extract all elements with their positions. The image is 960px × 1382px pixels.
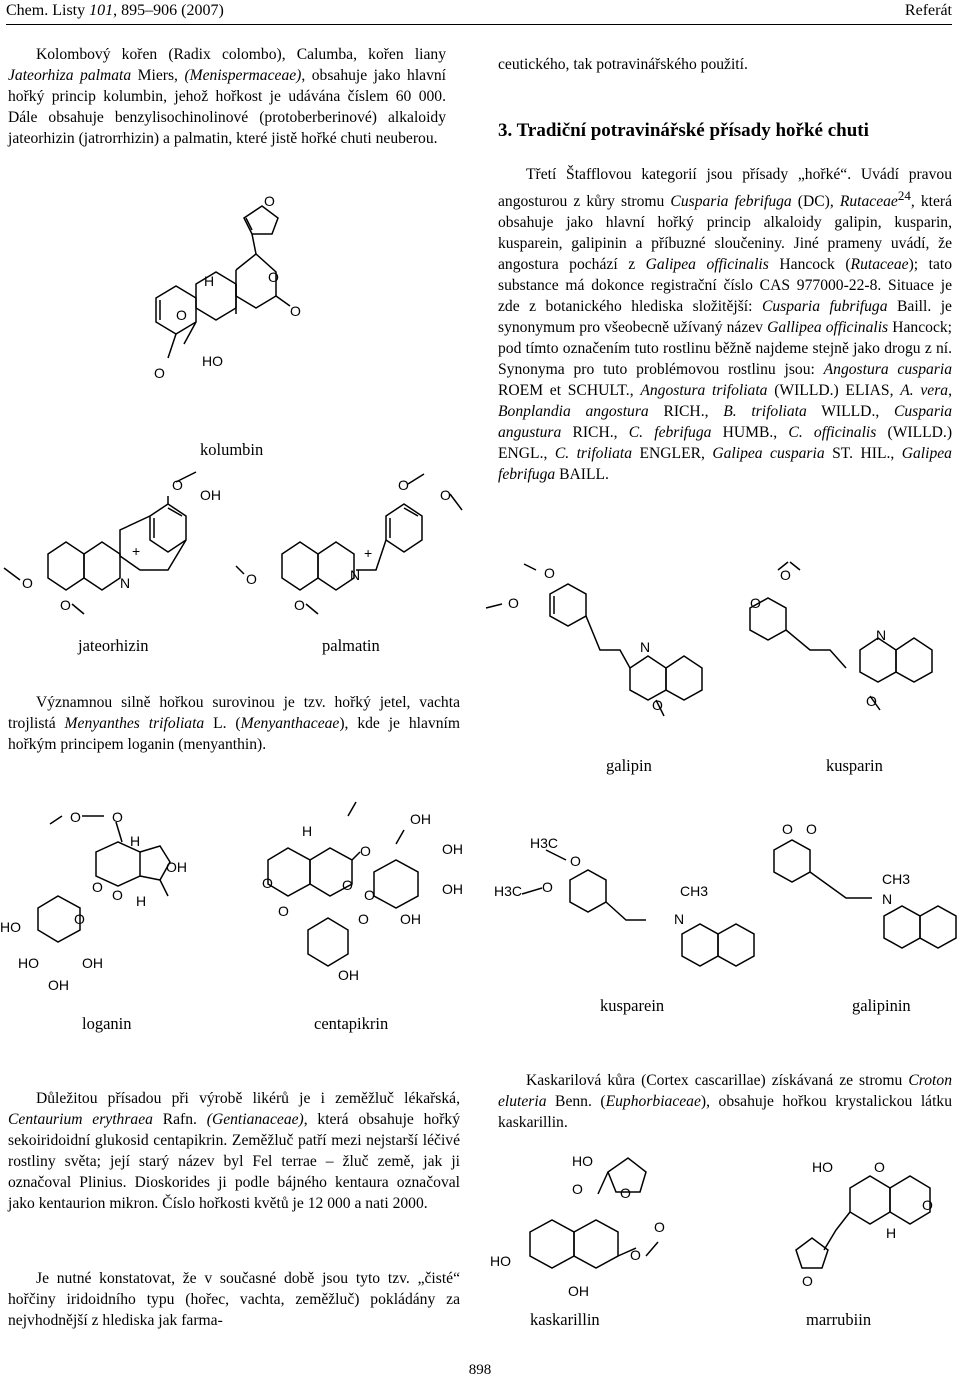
label-kusparin: kusparin xyxy=(826,756,883,775)
svg-text:OH: OH xyxy=(200,487,221,503)
svg-text:CH3: CH3 xyxy=(680,883,709,899)
svg-text:O: O xyxy=(802,1273,813,1289)
journal-citation: Chem. Listy 101, 895–906 (2007) xyxy=(6,2,224,19)
svg-text:H: H xyxy=(302,823,313,839)
svg-text:OH: OH xyxy=(442,881,463,897)
svg-text:O: O xyxy=(398,477,409,493)
page-number: 898 xyxy=(468,1362,492,1378)
label-marrubiin: marrubiin xyxy=(806,1310,872,1329)
jateorhizin-structure xyxy=(0,470,221,620)
svg-text:O: O xyxy=(508,595,519,611)
angostura-paragraph: Třetí Štafflovou kategorií jsou přísady „hořké“. Uvádí pravou angosturou z kůry stromu Cusparia febrifuga (DC), Rutaceae$^{24}$, která obsahuje jako hlavní hořký princip alkaloidy galipin, kusparin, kusparein, galipinin a příbuzné sloučeniny. Jiné prameny uvádí, že angostura pochází z Galipea officinalis Hancock (Rutaceae); tato substance má dokonce registrační číslo CAS 977000-22-8. Situace je zde z botanického hlediska složitější: Cusparia fubrifuga Baill. je synonymum pro všeobecně užívaný název Gallipea officinalis Hancock; pod tímto označením tuto rostlinu běžně najdeme stejně jako drogu z ní. Synonyma pro tuto problémovou rostlinu jsou: Angostura cusparia ROEM et SCHULT., Angostura trifoliata (WILLD.) ELIAS, A. vera, Bonplandia angostura RICH., B. trifoliata WILLD., Cusparia angustura RICH., C. febrifuga HUMB., C. officinalis (WILLD.) ENGL., C. trifoliata ENGLER, Galipea cusparia ST. HIL., Galipea febrifuga BAILL. xyxy=(498,166,953,484)
label-galipinin: galipinin xyxy=(852,996,911,1015)
loganin-structure xyxy=(0,800,210,1000)
svg-text:O: O xyxy=(570,853,581,869)
svg-text:H: H xyxy=(130,833,141,849)
svg-text:O: O xyxy=(70,809,81,825)
svg-text:O: O xyxy=(294,597,305,613)
svg-text:O: O xyxy=(268,269,279,285)
marrubiin-structure xyxy=(750,1150,960,1300)
label-jateorhizin: jateorhizin xyxy=(78,636,149,655)
svg-text:HO: HO xyxy=(0,919,21,935)
svg-text:O: O xyxy=(652,697,663,713)
svg-text:O: O xyxy=(112,809,123,825)
svg-text:N: N xyxy=(350,567,361,583)
svg-text:HO: HO xyxy=(812,1159,833,1175)
svg-text:HO: HO xyxy=(202,353,223,369)
galipin-kusparin-structures xyxy=(480,560,960,720)
svg-text:O: O xyxy=(112,887,123,903)
label-kaskarillin: kaskarillin xyxy=(530,1310,600,1329)
svg-text:N: N xyxy=(882,891,893,907)
svg-text:O: O xyxy=(360,843,371,859)
label-palmatin: palmatin xyxy=(322,636,380,655)
palmatin-structure xyxy=(236,470,466,620)
header-rule xyxy=(6,24,952,25)
svg-text:O: O xyxy=(22,575,33,591)
svg-text:O: O xyxy=(782,821,793,837)
label-kolumbin: kolumbin xyxy=(200,440,264,459)
svg-text:O: O xyxy=(358,911,369,927)
svg-text:O: O xyxy=(172,477,183,493)
kusparein-galipinin-structures xyxy=(486,820,960,990)
kolumbin-structure xyxy=(140,188,320,418)
article-type: Referát xyxy=(904,2,952,19)
svg-text:O: O xyxy=(154,365,165,381)
svg-text:O: O xyxy=(290,303,301,319)
svg-text:OH: OH xyxy=(568,1283,589,1299)
svg-text:O: O xyxy=(874,1159,885,1175)
svg-text:O: O xyxy=(278,903,289,919)
svg-text:CH3: CH3 xyxy=(882,871,911,887)
svg-text:HO: HO xyxy=(18,955,39,971)
svg-text:OH: OH xyxy=(82,955,103,971)
svg-text:N: N xyxy=(674,911,685,927)
svg-text:HO: HO xyxy=(490,1253,511,1269)
centaurium-paragraph-2: Je nutné konstatovat, že v současné době jsou tyto tzv. „čisté“ hořčiny iridoidního typu (hořec, vachta, zeměžluč) pokládány za nejvhodnější z hlediska jak farma- xyxy=(8,1270,460,1329)
svg-text:O: O xyxy=(572,1181,583,1197)
svg-text:O: O xyxy=(922,1197,933,1213)
svg-text:O: O xyxy=(806,821,817,837)
kaskarilla-paragraph: Kaskarilová kůra (Cortex cascarillae) získávaná ze stromu Croton eluteria Benn. (Euphorbiaceae), obsahuje hořkou krystalickou látku kaskarillin. xyxy=(498,1072,953,1131)
svg-text:O: O xyxy=(176,307,187,323)
svg-text:OH: OH xyxy=(410,811,431,827)
svg-text:O: O xyxy=(342,877,353,893)
svg-text:O: O xyxy=(440,487,451,503)
svg-text:H: H xyxy=(204,273,215,289)
svg-text:O: O xyxy=(60,597,71,613)
svg-text:N: N xyxy=(120,575,131,591)
svg-text:H3C: H3C xyxy=(530,835,559,851)
continuation-text: ceutického, tak potravinářského použití. xyxy=(498,56,748,73)
kaskarillin-structure xyxy=(490,1150,700,1300)
centaurium-paragraph-1: Důležitou přísadou při výrobě likérů je i zeměžluč lékařská, Centaurium erythraea Rafn. (Gentianaceae), která obsahuje hořký sekoiridoidní glukosid centapikrin. Zeměžluč patří mezi nejstarší léčivé rostliny světa; její starý název byl Fel terrae – žluč země, jak ji označoval Plinius. Dioskorides ji podle bájného kentaura označoval jako kentaurion mikron. Číslo hořkosti květů je 12 000 a nati 2000. xyxy=(8,1090,460,1212)
svg-text:OH: OH xyxy=(442,841,463,857)
centapikrin-structure xyxy=(248,800,478,990)
svg-text:H: H xyxy=(886,1225,897,1241)
svg-text:+: + xyxy=(364,545,373,561)
svg-text:O: O xyxy=(262,875,273,891)
svg-text:N: N xyxy=(876,627,887,643)
svg-text:O: O xyxy=(630,1247,641,1263)
svg-text:O: O xyxy=(264,193,275,209)
svg-text:O: O xyxy=(620,1185,631,1201)
svg-text:H3C: H3C xyxy=(494,883,523,899)
svg-text:O: O xyxy=(92,879,103,895)
svg-text:O: O xyxy=(246,571,257,587)
label-loganin: loganin xyxy=(82,1014,132,1033)
svg-text:O: O xyxy=(654,1219,665,1235)
svg-text:H: H xyxy=(136,893,147,909)
svg-text:+: + xyxy=(132,543,141,559)
svg-text:N: N xyxy=(640,639,651,655)
svg-text:O: O xyxy=(750,595,761,611)
svg-text:OH: OH xyxy=(48,977,69,993)
svg-text:OH: OH xyxy=(166,859,187,875)
label-kusparein: kusparein xyxy=(600,996,665,1015)
svg-text:O: O xyxy=(364,887,375,903)
label-centapikrin: centapikrin xyxy=(314,1014,389,1033)
svg-text:O: O xyxy=(542,879,553,895)
label-galipin: galipin xyxy=(606,756,652,775)
svg-text:O: O xyxy=(74,911,85,927)
svg-text:OH: OH xyxy=(400,911,421,927)
intro-paragraph: Kolombový kořen (Radix colombo), Calumba, kořen liany Jateorhiza palmata Miers, (Menispermaceae), obsahuje jako hlavní hořký princip kolumbin, jehož hořkost je udávána číslem 60 000. Dále obsahuje benzylisochinolinové (protoberberinové) alkaloidy jateorhizin (jatrorrhizin) a palmatin, které jistě hořké chuti neuberou. xyxy=(8,46,447,147)
svg-text:O: O xyxy=(780,567,791,583)
svg-text:O: O xyxy=(544,565,555,581)
svg-text:HO: HO xyxy=(572,1153,593,1169)
svg-text:O: O xyxy=(866,693,877,709)
section-heading: 3. Tradiční potravinářské přísady hořké chuti xyxy=(498,120,869,141)
menyanthes-paragraph: Významnou silně hořkou surovinou je tzv. hořký jetel, vachta trojlistá Menyanthes trifoliata L. (Menyanthaceae), kde je hlavním hořkým principem loganin (menyanthin). xyxy=(8,694,460,753)
svg-text:OH: OH xyxy=(338,967,359,983)
